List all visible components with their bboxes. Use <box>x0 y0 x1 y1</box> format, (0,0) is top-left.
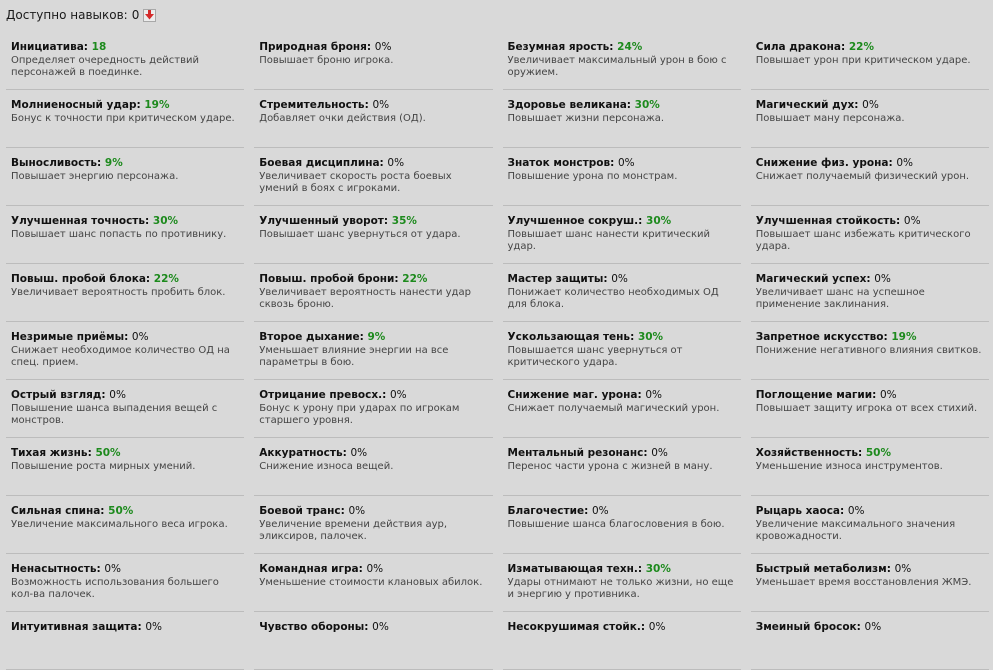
skill-item <box>248 32 496 90</box>
skill-title <box>508 215 745 228</box>
skills-row <box>0 90 993 148</box>
skill-value: 0% <box>145 621 163 633</box>
skill-value: 0% <box>648 621 666 633</box>
skills-row <box>0 554 993 612</box>
skill-description: Увеличивает шанс на успешное применение заклинания. <box>755 287 925 310</box>
skill-value: 19% <box>144 99 170 111</box>
skill-title <box>508 331 745 344</box>
skill-name: Снижение физ. урона: <box>755 157 893 169</box>
skill-description: Повышает урон при критическом ударе. <box>755 55 971 66</box>
skill-item <box>497 32 745 90</box>
skills-row <box>0 322 993 380</box>
skill-title <box>756 563 993 576</box>
skill-description: Увеличивает вероятность пробить блок. <box>11 287 226 298</box>
skill-item <box>497 554 745 612</box>
skill-item <box>745 554 993 612</box>
available-skills-count: 0 <box>131 8 140 22</box>
skill-item <box>0 148 248 206</box>
skill-description: Уменьшение стоимости клановых абилок. <box>259 577 483 588</box>
skill-title <box>11 447 248 460</box>
skill-description: Увеличение максимального веса игрока. <box>11 519 228 530</box>
skill-value: 0% <box>617 157 635 169</box>
skill-item <box>0 496 248 554</box>
skills-row <box>0 264 993 322</box>
skill-item <box>745 264 993 322</box>
skill-description: Повышает жизни персонажа. <box>507 113 665 124</box>
skill-item <box>497 438 745 496</box>
skill-name: Знаток монстров: <box>507 157 615 169</box>
skill-description: Повышает защиту игрока от всех стихий. <box>755 403 978 414</box>
skill-description: Снижает получаемый физический урон. <box>755 171 970 182</box>
skill-value: 0% <box>847 505 865 517</box>
skill-title <box>508 273 745 286</box>
skill-title <box>756 331 993 344</box>
skill-name: Боевая дисциплина: <box>259 157 384 169</box>
skill-name: Ментальный резонанс: <box>507 447 648 459</box>
skill-value: 22% <box>848 41 875 53</box>
skill-value: 18 <box>91 41 107 53</box>
arrow-down-icon[interactable] <box>143 9 156 22</box>
skill-name: Безумная ярость: <box>507 41 614 53</box>
skill-item <box>745 148 993 206</box>
skill-value: 0% <box>389 389 407 401</box>
skill-item <box>248 554 496 612</box>
skill-description: Повышение урона по монстрам. <box>507 171 678 182</box>
skill-description: Повышает броню игрока. <box>259 55 394 66</box>
skill-title <box>11 157 248 170</box>
skill-value: 0% <box>366 563 384 575</box>
skill-name: Повыш. пробой блока: <box>11 273 151 285</box>
skill-description: Увеличивает вероятность нанести удар сквозь броню. <box>259 287 471 310</box>
skill-value: 0% <box>109 389 126 401</box>
skill-name: Поглощение магии: <box>755 389 877 401</box>
available-skills-label: Доступно навыков: <box>6 8 128 22</box>
skill-description: Добавляет очки действия (ОД). <box>259 113 426 124</box>
skill-title <box>259 563 496 576</box>
skill-title <box>508 447 745 460</box>
skill-description: Снижение износа вещей. <box>259 461 394 472</box>
skill-item <box>745 322 993 380</box>
skill-item <box>745 612 993 670</box>
skill-value: 0% <box>348 505 366 517</box>
skill-name: Молниеносный удар: <box>11 99 141 111</box>
skill-title <box>756 273 993 286</box>
skill-title <box>756 447 993 460</box>
skills-row <box>0 148 993 206</box>
skill-item <box>497 264 745 322</box>
skill-title <box>11 563 248 576</box>
skill-name: Запретное искусство: <box>755 331 888 343</box>
skill-value: 9% <box>367 331 386 343</box>
skill-title <box>259 621 496 634</box>
skill-description: Повышается шанс увернуться от критического удара. <box>507 345 683 368</box>
skill-value: 0% <box>104 563 121 575</box>
skill-description: Понижает количество необходимых ОД для блока. <box>507 287 719 310</box>
skill-description: Повышает шанс нанести критический удар. <box>507 229 711 252</box>
skill-value: 30% <box>646 215 672 227</box>
skill-item <box>248 496 496 554</box>
skill-name: Второе дыхание: <box>259 331 364 343</box>
skill-name: Выносливость: <box>11 157 102 169</box>
skill-description: Снижает необходимое количество ОД на спец. прием. <box>11 345 230 368</box>
skill-title <box>259 331 496 344</box>
skill-title <box>259 505 496 518</box>
skill-description: Бонус к урону при ударах по игрокам старшего уровня. <box>259 403 460 426</box>
skill-description: Уменьшение износа инструментов. <box>755 461 943 472</box>
skill-value: 0% <box>894 563 912 575</box>
skill-description: Повышает шанс избежать критического удара. <box>755 229 971 252</box>
skill-name: Ускользающая тень: <box>507 331 635 343</box>
skill-item <box>0 90 248 148</box>
skill-value: 30% <box>152 215 179 227</box>
skill-name: Отрицание превосх.: <box>259 389 387 401</box>
skill-item <box>0 206 248 264</box>
skill-name: Улучшенная стойкость: <box>755 215 901 227</box>
skill-item <box>248 322 496 380</box>
skill-item <box>745 496 993 554</box>
skill-name: Боевой транс: <box>259 505 345 517</box>
skill-name: Природная броня: <box>259 41 372 53</box>
skill-description: Возможность использования большего кол-ва палочек. <box>11 577 219 600</box>
skill-title <box>756 157 993 170</box>
skill-name: Улучшенное сокруш.: <box>507 215 643 227</box>
skill-item <box>248 148 496 206</box>
skill-name: Снижение маг. урона: <box>507 389 642 401</box>
skill-item <box>497 90 745 148</box>
skill-item <box>745 438 993 496</box>
skill-title <box>259 447 496 460</box>
skill-value: 0% <box>387 157 405 169</box>
skill-item <box>248 380 496 438</box>
skill-title <box>259 41 496 54</box>
skill-title <box>11 99 248 112</box>
skill-title <box>259 157 496 170</box>
skill-item <box>0 438 248 496</box>
skills-grid <box>0 32 993 670</box>
skill-title <box>508 99 745 112</box>
skill-name: Хозяйственность: <box>755 447 863 459</box>
skill-item <box>497 612 745 670</box>
skill-title <box>756 215 993 228</box>
skill-value: 30% <box>645 563 671 575</box>
skill-item <box>248 90 496 148</box>
skill-name: Рыцарь хаоса: <box>755 505 845 517</box>
skill-item <box>0 380 248 438</box>
skill-item <box>745 206 993 264</box>
skill-title <box>11 273 248 286</box>
skill-name: Улучшенная точность: <box>11 215 150 227</box>
skill-title <box>756 99 993 112</box>
skill-item <box>497 496 745 554</box>
skill-name: Чувство обороны: <box>259 621 369 633</box>
skill-name: Повыш. пробой брони: <box>259 273 399 285</box>
skill-value: 30% <box>637 331 664 343</box>
skill-description: Увеличивает максимальный урон в бою с оружием. <box>507 55 727 78</box>
skill-description: Перенос части урона с жизней в ману. <box>507 461 713 472</box>
skill-name: Благочестие: <box>507 505 589 517</box>
skill-name: Магический успех: <box>755 273 871 285</box>
skill-name: Ненасытность: <box>11 563 101 575</box>
skill-title <box>508 41 745 54</box>
skill-value: 22% <box>153 273 179 285</box>
skill-value: 0% <box>874 273 891 285</box>
skill-title <box>11 331 248 344</box>
skill-name: Острый взгляд: <box>11 389 106 401</box>
skill-item <box>0 554 248 612</box>
skill-name: Стремительность: <box>259 99 369 111</box>
skill-title <box>508 563 745 576</box>
skill-title <box>11 41 248 54</box>
skill-value: 0% <box>651 447 668 459</box>
skill-value: 9% <box>104 157 123 169</box>
skill-name: Змеиный бросок: <box>755 621 861 633</box>
skill-title <box>756 621 993 634</box>
skill-description: Удары отнимают не только жизни, но еще и энергию у противника. <box>507 577 734 600</box>
skill-description: Снижает получаемый магический урон. <box>507 403 720 414</box>
skill-description: Определяет очередность действий персонажей в поединке. <box>11 55 199 78</box>
skill-title <box>259 215 496 228</box>
skill-title <box>756 41 993 54</box>
skill-title <box>508 389 745 402</box>
skill-title <box>259 389 496 402</box>
skill-item <box>0 322 248 380</box>
skill-value: 30% <box>634 99 660 111</box>
skill-description: Повышение роста мирных умений. <box>11 461 196 472</box>
skill-description: Повышает ману персонажа. <box>755 113 905 124</box>
skill-item <box>0 612 248 670</box>
skill-value: 0% <box>645 389 663 401</box>
skill-item <box>0 32 248 90</box>
skill-item <box>248 612 496 670</box>
skill-title <box>508 621 745 634</box>
skill-name: Здоровье великана: <box>507 99 632 111</box>
skills-row <box>0 206 993 264</box>
skill-name: Улучшенный уворот: <box>259 215 389 227</box>
skill-name: Аккуратность: <box>259 447 347 459</box>
skill-item <box>248 264 496 322</box>
skill-value: 0% <box>350 447 368 459</box>
skill-value: 0% <box>131 331 149 343</box>
skill-value: 50% <box>108 505 134 517</box>
skill-item <box>497 148 745 206</box>
skill-value: 0% <box>372 621 389 633</box>
skill-description: Повышает энергию персонажа. <box>11 171 179 182</box>
skill-name: Сильная спина: <box>11 505 105 517</box>
skill-title <box>756 389 993 402</box>
skill-item <box>745 380 993 438</box>
skill-name: Инициатива: <box>11 41 88 53</box>
skill-description: Повышает шанс увернуться от удара. <box>259 229 461 240</box>
skill-name: Командная игра: <box>259 563 363 575</box>
skill-value: 35% <box>391 215 417 227</box>
skill-description: Уменьшает влияние энергии на все параметры в бою. <box>259 345 449 368</box>
skill-title <box>11 505 248 518</box>
skill-name: Изматывающая техн.: <box>507 563 643 575</box>
skill-value: 0% <box>591 505 609 517</box>
skill-value: 0% <box>903 215 921 227</box>
skill-title <box>756 505 993 518</box>
skill-description: Понижение негативного влияния свитков. <box>755 345 982 356</box>
skills-row <box>0 380 993 438</box>
skill-value: 0% <box>611 273 628 285</box>
skill-item <box>248 206 496 264</box>
skill-value: 0% <box>372 99 390 111</box>
skill-title <box>508 157 745 170</box>
skill-description: Уменьшает время восстановления ЖМЭ. <box>755 577 972 588</box>
skill-title <box>11 621 248 634</box>
skill-title <box>508 505 745 518</box>
skill-value: 50% <box>95 447 121 459</box>
available-skills-header <box>6 6 156 24</box>
skill-value: 19% <box>891 331 917 343</box>
skill-value: 0% <box>896 157 913 169</box>
skill-value: 24% <box>617 41 643 53</box>
skill-item <box>248 438 496 496</box>
skill-name: Магический дух: <box>755 99 859 111</box>
skill-item <box>497 322 745 380</box>
skill-description: Увеличивает скорость роста боевых умений в боях с игроками. <box>259 171 452 194</box>
skill-description: Увеличение времени действия аур, эликсиров, палочек. <box>259 519 448 542</box>
skill-value: 0% <box>374 41 392 53</box>
skill-title <box>11 215 248 228</box>
skill-name: Тихая жизнь: <box>11 447 92 459</box>
skill-description: Повышение шанса выпадения вещей с монстров. <box>11 403 218 426</box>
skill-title <box>259 99 496 112</box>
skill-item <box>745 32 993 90</box>
skill-description: Бонус к точности при критическом ударе. <box>11 113 235 124</box>
skill-name: Незримые приёмы: <box>11 331 129 343</box>
skill-item <box>497 206 745 264</box>
skill-item <box>745 90 993 148</box>
skill-value: 22% <box>402 273 428 285</box>
skill-name: Интуитивная защита: <box>11 621 142 633</box>
skill-value: 0% <box>862 99 879 111</box>
skill-name: Мастер защиты: <box>507 273 608 285</box>
skill-name: Сила дракона: <box>755 41 846 53</box>
skill-description: Увеличение максимального значения кровожадности. <box>755 519 956 542</box>
skills-row <box>0 438 993 496</box>
skills-row <box>0 32 993 90</box>
skill-name: Быстрый метаболизм: <box>755 563 891 575</box>
skill-value: 0% <box>864 621 882 633</box>
skill-description: Повышает шанс попасть по противнику. <box>11 229 227 240</box>
skills-row <box>0 612 993 670</box>
skill-title <box>11 389 248 402</box>
skill-description: Повышение шанса благословения в бою. <box>507 519 725 530</box>
skill-item <box>0 264 248 322</box>
skills-row <box>0 496 993 554</box>
skill-title <box>259 273 496 286</box>
skill-value: 0% <box>879 389 897 401</box>
skill-value: 50% <box>865 447 892 459</box>
skill-item <box>497 380 745 438</box>
skill-name: Несокрушимая стойк.: <box>507 621 646 633</box>
